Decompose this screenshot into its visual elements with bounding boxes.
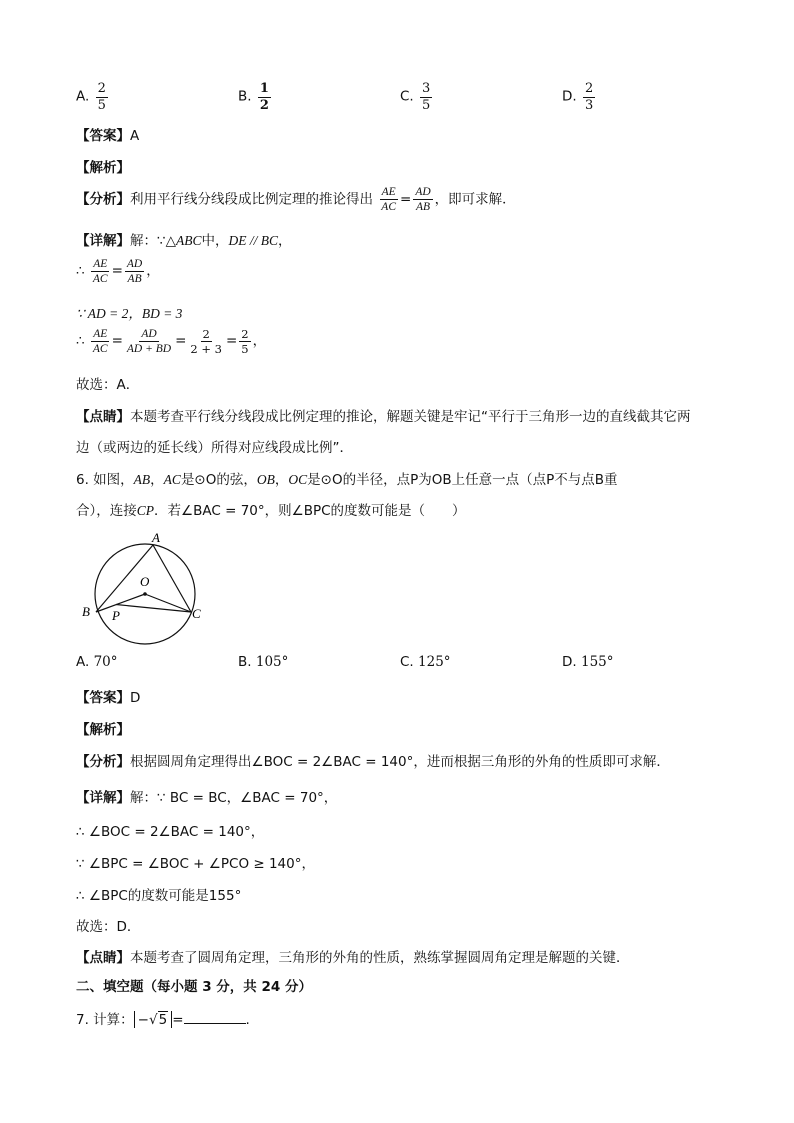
- q6-analysis-heading: 【解析】: [76, 722, 130, 738]
- q6-option-c[interactable]: C. 125°: [400, 654, 451, 670]
- chord-ac: [153, 545, 191, 612]
- q6-option-d[interactable]: D. 155°: [562, 654, 614, 670]
- label-c: C: [192, 606, 201, 621]
- q5-analysis: 【分析】利用平行线分线段成比例定理的推论得出 $\frac{AE}{AC}$ = $\frac{AD}{AB}$ ，即可求解．: [76, 186, 516, 214]
- center-dot: [143, 592, 147, 596]
- label-a: A: [152, 530, 160, 545]
- q5-detail-line4: ∴ $\frac{AE}{AC}$ = $\frac{AD}{AD + BD}$ = $\frac{2}{2 + 3}$ = $\frac{2}{5}$ ，: [76, 327, 267, 357]
- q5-detail-line3: ∵ AD = 2，BD = 3: [76, 306, 183, 321]
- answer-blank[interactable]: [184, 1011, 246, 1024]
- fraction-2-5: $\frac{2}{5}$: [241, 327, 249, 357]
- q6-detail-line4: ∴ ∠BPC的度数可能是155°: [76, 888, 242, 904]
- q6-comment: 【点睛】本题考查了圆周角定理，三角形的外角的性质，熟练掌握圆周角定理是解题的关键．: [76, 950, 630, 966]
- q5-option-c[interactable]: C. $\frac{3}{5}$: [400, 81, 431, 113]
- q5-comment-line2: 边（或两边的延长线）所得对应线段成比例”．: [76, 440, 353, 456]
- q5-detail-line2: ∴ $\frac{AE}{AC}$ = $\frac{AD}{AB}$ ，: [76, 258, 160, 286]
- q6-stem-line1: 6. 如图，AB，AC是⊙O的弦，OB，OC是⊙O的半径，点P为OB上任意一点（点P不与点B重: [76, 472, 618, 488]
- abs-value-expression: −√5: [134, 1011, 173, 1028]
- q6-detail-line3: ∵ ∠BPC = ∠BOC + ∠PCO ≥ 140°，: [76, 856, 315, 872]
- label-b: B: [82, 604, 90, 619]
- q5-detail-line1: 【详解】解：∵△ABC中，DE // BC，: [76, 233, 292, 249]
- q5-option-a-fraction: $\frac{2}{5}$: [97, 81, 106, 113]
- q5-answer: 【答案】A: [76, 128, 140, 144]
- q6-option-a[interactable]: A. 70°: [76, 654, 118, 670]
- fraction-ae-ac-3: $\frac{AE}{AC}$: [92, 328, 108, 356]
- q6-detail-line5: 故选：D．: [76, 919, 141, 935]
- q5-option-b-fraction: $\frac{1}{2}$: [259, 81, 269, 113]
- q5-option-b[interactable]: B. $\frac{1}{2}$: [238, 81, 269, 113]
- q6-options: [76, 654, 726, 694]
- segment-cp: [116, 605, 191, 613]
- q5-options: [76, 76, 726, 116]
- fraction-ae-ac-2: $\frac{AE}{AC}$: [92, 258, 108, 286]
- label-p: P: [112, 608, 120, 623]
- section2-heading: 二、填空题（每小题 3 分，共 24 分）: [76, 979, 312, 995]
- fraction-ad-adbd: $\frac{AD}{AD + BD}$: [126, 328, 172, 356]
- fraction-2-23: $\frac{2}{2 + 3}$: [190, 327, 222, 357]
- q5-comment-line1: 【点睛】本题考查平行线分线段成比例定理的推论，解题关键是牢记“平行于三角形一边的直线截其它两: [76, 409, 691, 425]
- q6-option-b[interactable]: B. 105°: [238, 654, 289, 670]
- fraction-ae-ac: $\frac{AE}{AC}$: [381, 186, 396, 214]
- fraction-ad-ab-2: $\frac{AD}{AB}$: [126, 258, 143, 286]
- q5-detail-line5: 故选：A．: [76, 377, 140, 393]
- q5-option-c-fraction: $\frac{3}{5}$: [422, 81, 431, 113]
- q7-stem: 7. 计算： −√5 = .: [76, 1012, 250, 1028]
- q5-option-a[interactable]: A. $\frac{2}{5}$: [76, 81, 106, 113]
- fraction-ad-ab: $\frac{AD}{AB}$: [415, 186, 431, 214]
- q6-stem-line2: 合），连接CP．若∠BAC = 70°，则∠BPC的度数可能是（ ）: [76, 503, 466, 519]
- q6-detail-line2: ∴ ∠BOC = 2∠BAC = 140°，: [76, 824, 265, 840]
- q6-answer: 【答案】D: [76, 690, 141, 706]
- q6-analysis: 【分析】根据圆周角定理得出∠BOC = 2∠BAC = 140°，进而根据三角形的外角的性质即可求解．: [76, 754, 670, 770]
- label-o: O: [140, 574, 150, 589]
- q5-option-d-fraction: $\frac{2}{3}$: [584, 81, 594, 113]
- q5-analysis-heading: 【解析】: [76, 160, 130, 176]
- q5-option-d[interactable]: D. $\frac{2}{3}$: [562, 81, 594, 113]
- q6-detail-line1: 【详解】解：∵ BC = BC，∠BAC = 70°，: [76, 790, 338, 806]
- q6-circle-figure: [78, 528, 218, 648]
